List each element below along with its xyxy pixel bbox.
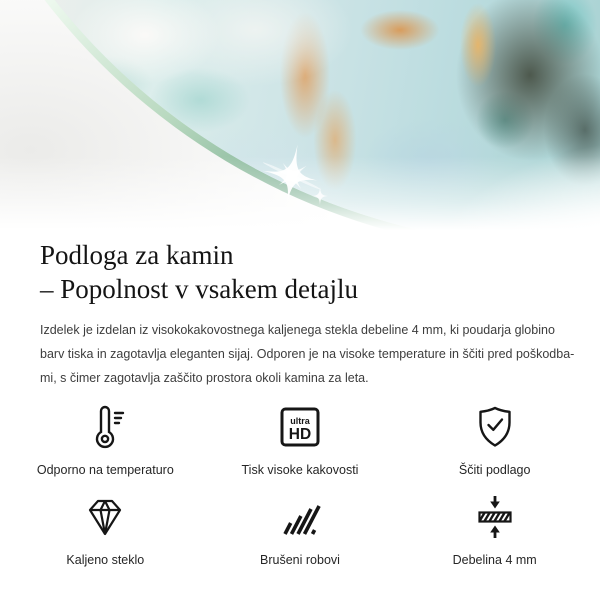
ultra-label: ultra <box>290 416 310 426</box>
description-line: Izdelek je izdelan iz visokokakovostnega kaljenega stekla debeline 4 mm, ki poudarja globino <box>40 323 555 337</box>
hd-label: HD <box>288 426 312 443</box>
product-photo <box>0 0 600 230</box>
feature-label: Tisk visoke kakovosti <box>241 463 359 477</box>
description-line: barv tiska in zagotavlja eleganten sijaj. Odporen je na visoke temperature in ščiti pred poškodba- <box>40 347 575 361</box>
ultra-hd-icon <box>276 402 324 452</box>
shield-check-icon <box>471 402 519 452</box>
feature-label: Ščiti podlago <box>458 463 531 477</box>
feature-temperature <box>8 402 203 478</box>
feature-label: Brušeni robovi <box>260 553 340 567</box>
feature-tempered-glass <box>8 492 203 568</box>
feature-ground-edges <box>203 492 398 568</box>
features-grid <box>0 402 600 568</box>
hero-fade-overlay <box>0 0 600 230</box>
page-title <box>40 238 594 306</box>
feature-label: Debelina 4 mm <box>452 553 537 567</box>
product-description <box>40 318 596 390</box>
feature-label: Odporno na temperaturo <box>36 463 174 477</box>
diamond-icon <box>81 492 129 542</box>
page-title-line1: Podloga za kamin <box>40 240 234 270</box>
feature-print-quality <box>203 402 398 478</box>
feature-protects <box>397 402 592 478</box>
ground-edges-icon <box>276 492 324 542</box>
feature-label: Kaljeno steklo <box>66 553 145 567</box>
feature-thickness <box>397 492 592 568</box>
description-line: mi, s čimer zagotavlja zaščito prostora okoli kamina za leta. <box>40 371 369 385</box>
thermometer-icon <box>81 402 129 452</box>
page-title-line2: – Popolnost v vsakem detajlu <box>40 274 358 304</box>
thickness-icon <box>471 492 519 542</box>
